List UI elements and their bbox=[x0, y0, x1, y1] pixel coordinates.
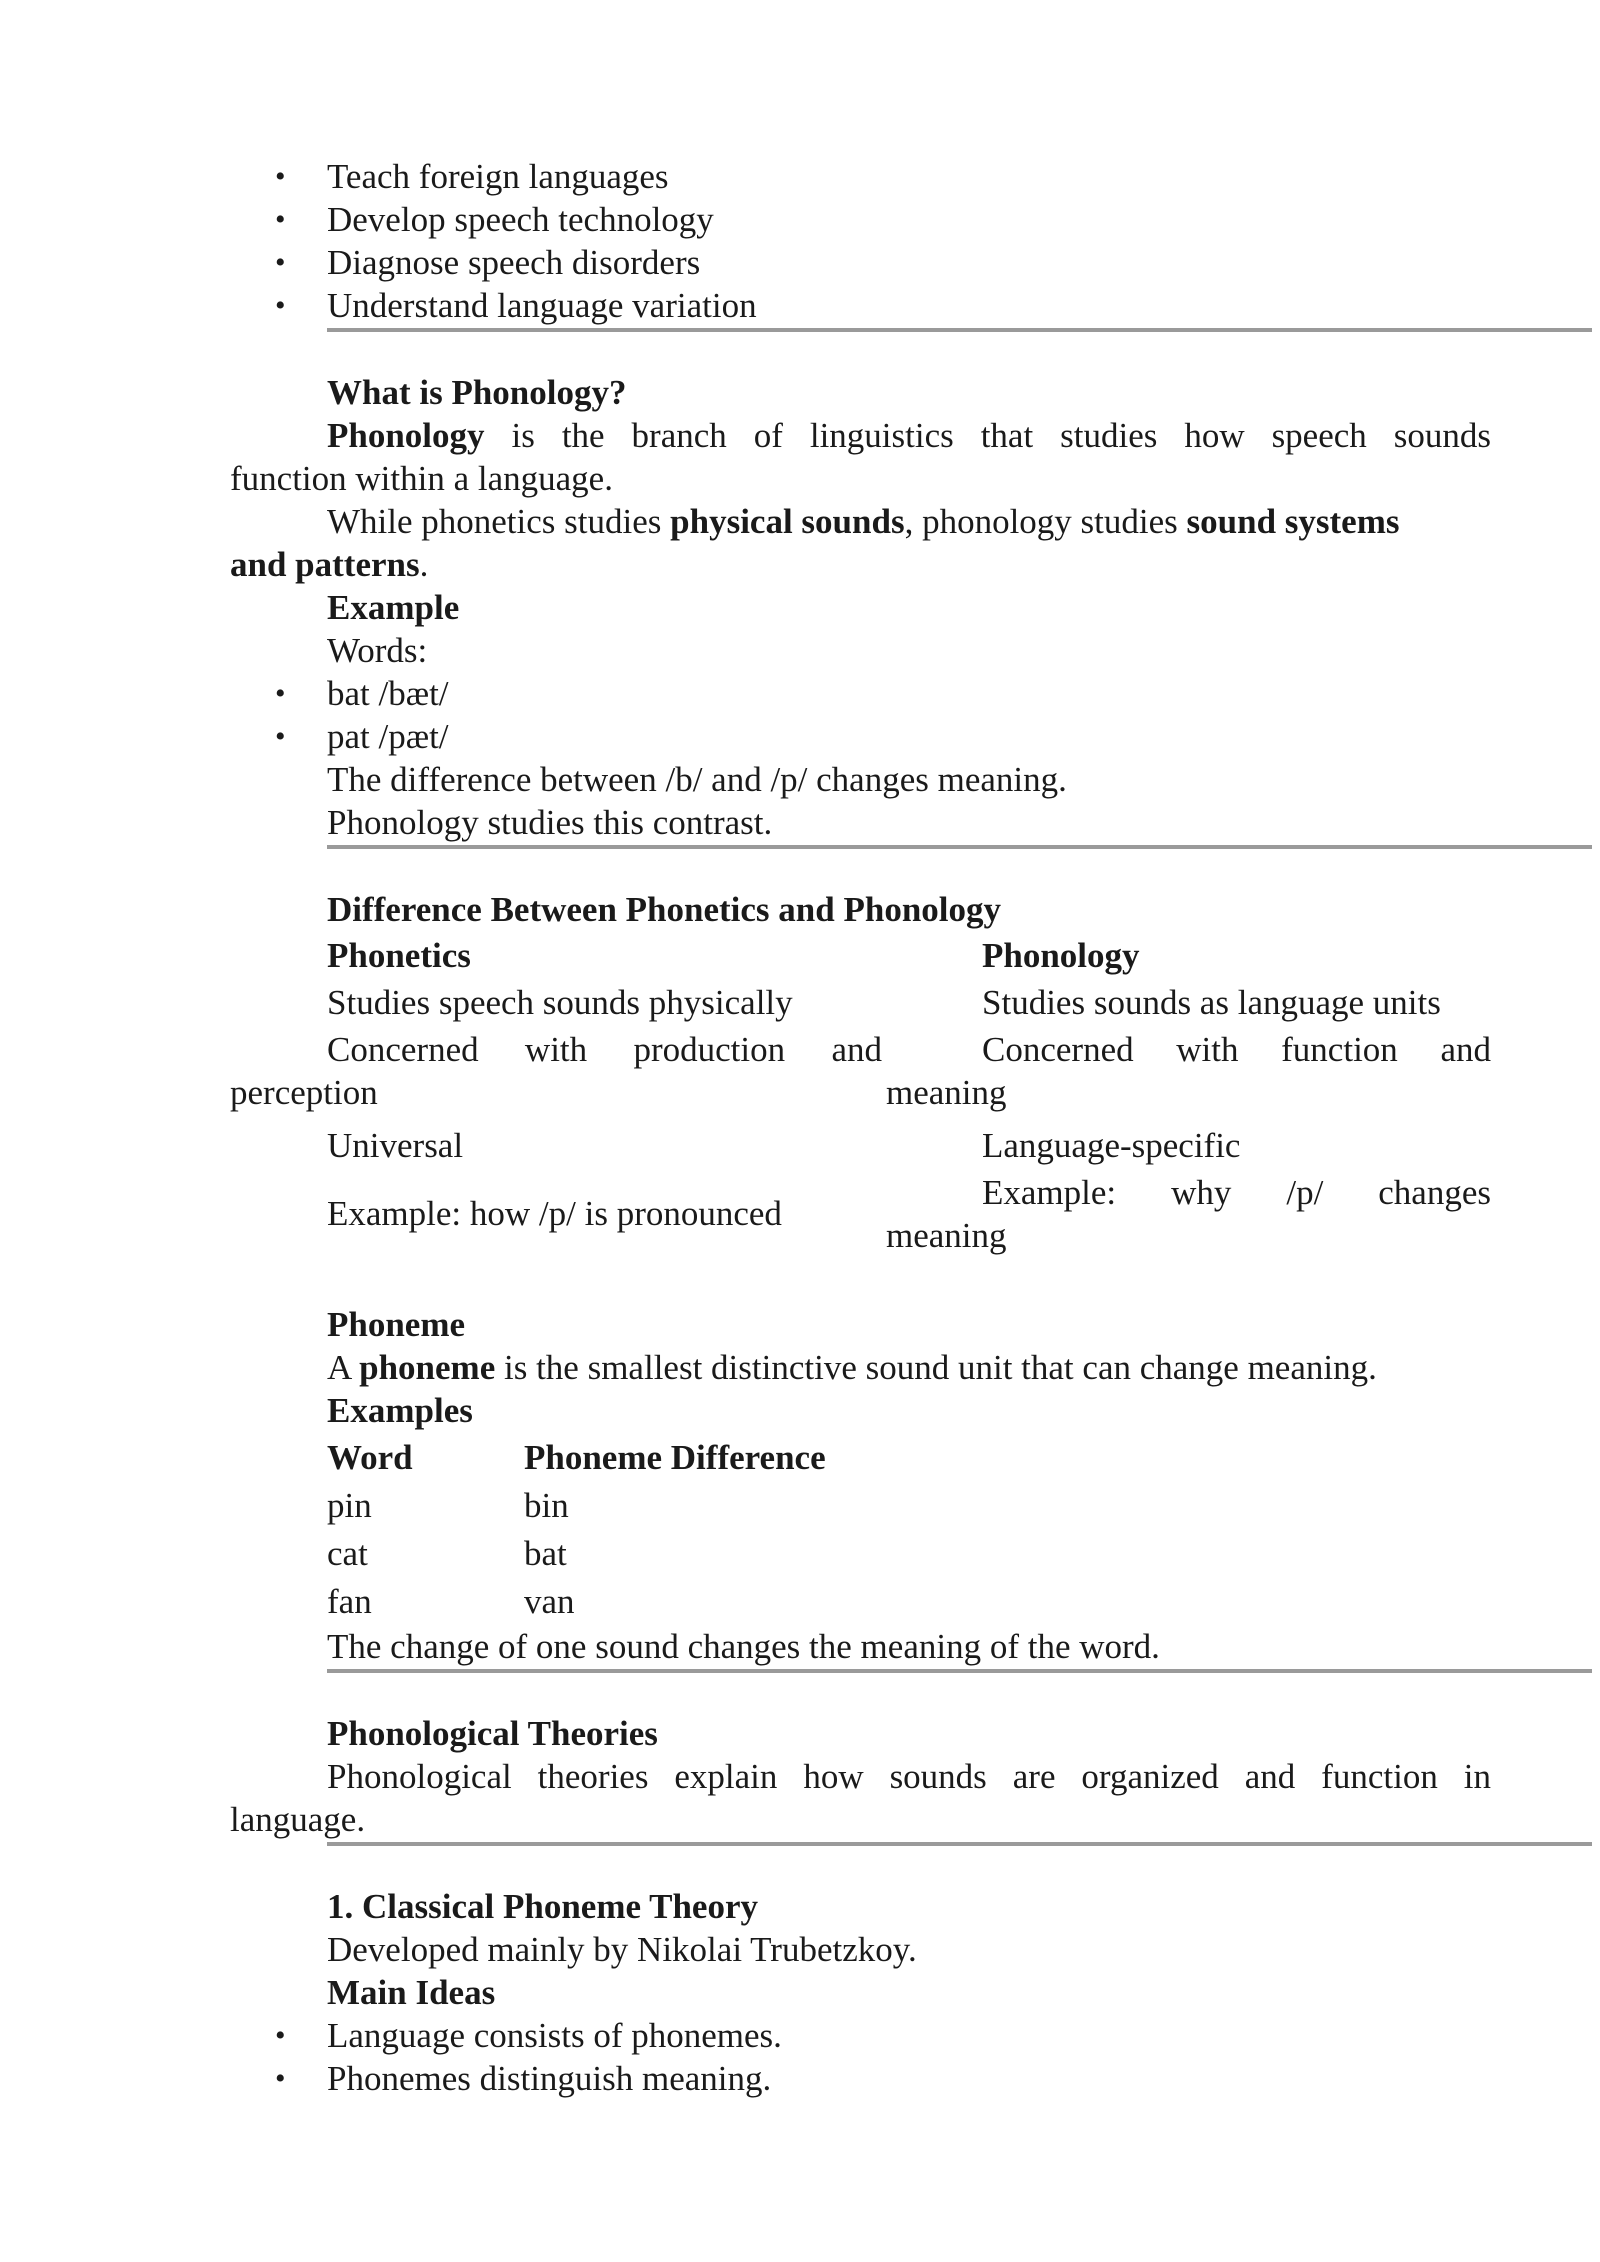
table-cell: Example: how /p/ is pronounced bbox=[327, 1194, 782, 1233]
table-header: Phonology bbox=[982, 936, 1140, 975]
term: and patterns bbox=[230, 545, 420, 584]
list-item: Develop speech technology bbox=[327, 200, 714, 239]
table-cell: meaning bbox=[886, 1073, 1007, 1112]
bullet: • bbox=[275, 2019, 286, 2052]
bullet: • bbox=[275, 289, 286, 322]
list-item: bat /bæt/ bbox=[327, 674, 449, 713]
paragraph-line: Phonological theories explain how sounds are organized and function in bbox=[327, 1757, 1491, 1796]
term: physical sounds bbox=[670, 502, 905, 541]
table-cell: bat bbox=[524, 1534, 567, 1573]
term: phoneme bbox=[359, 1348, 496, 1387]
table-cell: Concerned with function and bbox=[982, 1030, 1491, 1069]
table-cell: cat bbox=[327, 1534, 368, 1573]
paragraph-line bbox=[327, 414, 1491, 457]
text: A bbox=[327, 1348, 360, 1387]
subheading: Main Ideas bbox=[327, 1973, 496, 2012]
text: is the smallest distinctive sound unit that can change meaning. bbox=[495, 1348, 1377, 1387]
paragraph-line: function within a language. bbox=[230, 459, 613, 498]
text: . bbox=[419, 545, 429, 584]
section-heading: What is Phonology? bbox=[327, 373, 627, 412]
text: While phonetics studies bbox=[327, 502, 671, 541]
bullet: • bbox=[275, 2062, 286, 2095]
section-divider bbox=[327, 1669, 1592, 1673]
section-heading: Difference Between Phonetics and Phonology bbox=[327, 890, 1002, 929]
table-cell: Example: why /p/ changes bbox=[982, 1173, 1491, 1212]
section-divider bbox=[327, 1842, 1592, 1846]
paragraph-line: Phonology studies this contrast. bbox=[327, 803, 773, 842]
list-item: Teach foreign languages bbox=[327, 157, 669, 196]
table-header: Phoneme Difference bbox=[524, 1438, 826, 1477]
section-heading: Phonological Theories bbox=[327, 1714, 658, 1753]
bullet: • bbox=[275, 720, 286, 753]
list-item: Language consists of phonemes. bbox=[327, 2016, 782, 2055]
bullet: • bbox=[275, 246, 286, 279]
section-heading: 1. Classical Phoneme Theory bbox=[327, 1887, 759, 1926]
term: sound systems bbox=[1186, 502, 1400, 541]
text: is the branch of linguistics that studies how speech sounds bbox=[511, 416, 1491, 455]
paragraph-line bbox=[327, 500, 1400, 543]
section-divider bbox=[327, 845, 1592, 849]
table-cell: bin bbox=[524, 1486, 569, 1525]
table-cell: pin bbox=[327, 1486, 372, 1525]
table-cell: Universal bbox=[327, 1126, 464, 1165]
paragraph-line bbox=[327, 1346, 1377, 1389]
table-cell: fan bbox=[327, 1582, 372, 1621]
paragraph-line: Developed mainly by Nikolai Trubetzkoy. bbox=[327, 1930, 917, 1969]
paragraph-line bbox=[230, 543, 428, 586]
table-header: Word bbox=[327, 1438, 413, 1477]
table-cell: Language-specific bbox=[982, 1126, 1241, 1165]
bullet: • bbox=[275, 160, 286, 193]
table-header: Phonetics bbox=[327, 936, 471, 975]
label: Words: bbox=[327, 631, 428, 670]
table-cell: meaning bbox=[886, 1216, 1007, 1255]
list-item: Understand language variation bbox=[327, 286, 757, 325]
table-cell: Studies sounds as language units bbox=[982, 983, 1441, 1022]
table-cell: Studies speech sounds physically bbox=[327, 983, 793, 1022]
paragraph-line: The change of one sound changes the meaning of the word. bbox=[327, 1627, 1160, 1666]
list-item: Phonemes distinguish meaning. bbox=[327, 2059, 772, 2098]
text: , phonology studies bbox=[904, 502, 1187, 541]
subheading: Examples bbox=[327, 1391, 473, 1430]
list-item: Diagnose speech disorders bbox=[327, 243, 701, 282]
section-heading: Phoneme bbox=[327, 1305, 466, 1344]
table-cell: van bbox=[524, 1582, 575, 1621]
list-item: pat /pæt/ bbox=[327, 717, 449, 756]
paragraph-line: The difference between /b/ and /p/ changes meaning. bbox=[327, 760, 1067, 799]
subheading: Example bbox=[327, 588, 460, 627]
table-cell: Concerned with production and bbox=[327, 1030, 882, 1069]
bullet: • bbox=[275, 203, 286, 236]
section-divider bbox=[327, 328, 1592, 332]
table-cell: perception bbox=[230, 1073, 378, 1112]
term: Phonology bbox=[327, 416, 485, 455]
paragraph-line: language. bbox=[230, 1800, 366, 1839]
bullet: • bbox=[275, 677, 286, 710]
